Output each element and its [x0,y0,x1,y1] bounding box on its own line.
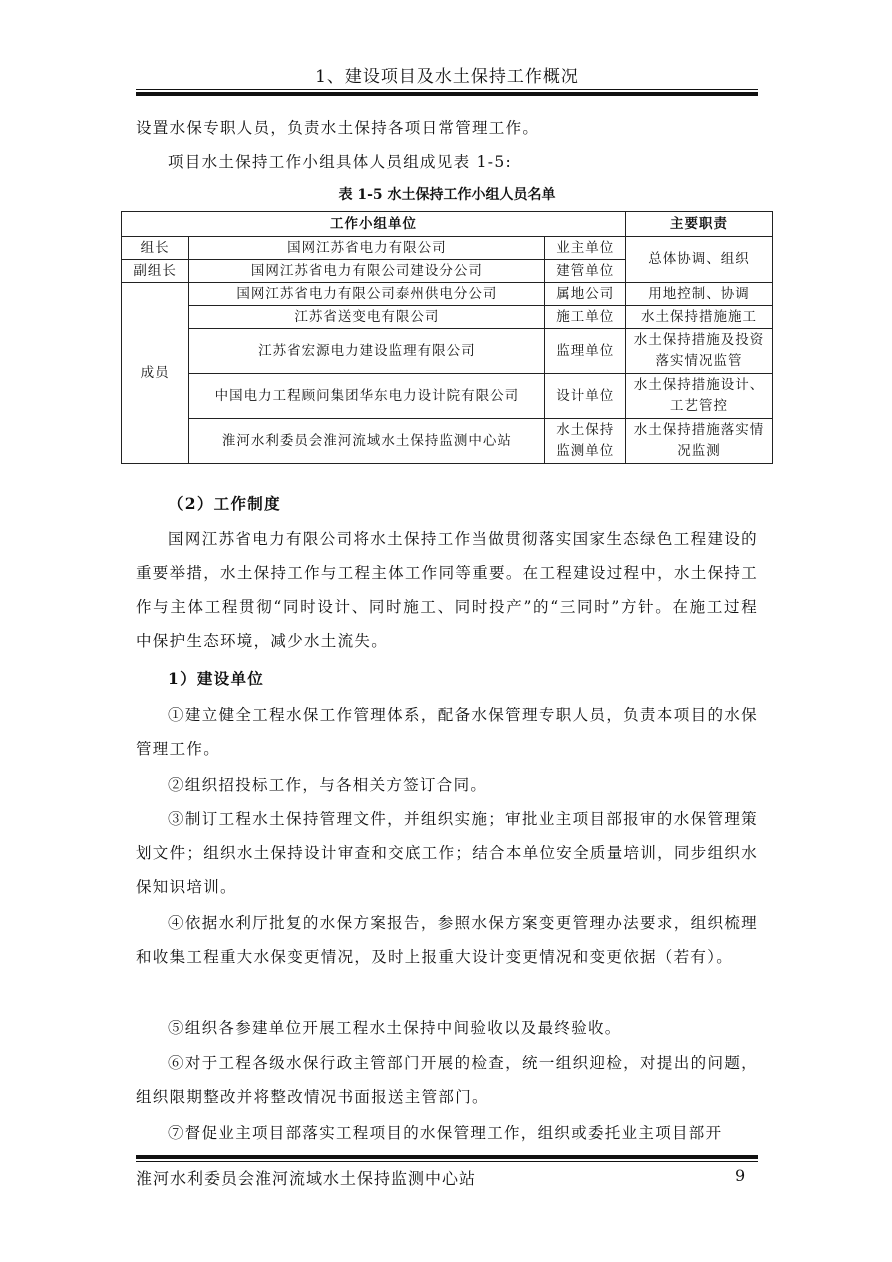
org-cell: 江苏省送变电有限公司 [189,306,545,329]
list-item: ⑥对于工程各级水保行政主管部门开展的检查，统一组织迎检，对提出的问题，组织限期整改并将整改情况书面报送主管部门。 [136,1054,758,1106]
type-cell: 施工单位 [545,306,626,329]
duty-cell: 总体协调、组织 [626,237,773,283]
type-cell: 水土保持监测单位 [545,419,626,464]
staff-table [121,211,773,464]
type-cell: 建管单位 [545,260,626,283]
intro-line-2: 项目水土保持工作小组具体人员组成见表 1-5: [168,153,513,171]
org-cell: 国网江苏省电力有限公司 [189,237,545,260]
table-row [122,419,773,464]
type-cell: 属地公司 [545,283,626,306]
org-cell: 国网江苏省电力有限公司泰州供电分公司 [189,283,545,306]
section-heading: （2）工作制度 [168,494,281,513]
header-double-rule [136,89,758,98]
footer-double-rule [136,1155,758,1164]
header-duty: 主要职责 [626,212,773,237]
table-caption: 表 1-5 水土保持工作小组人员名单 [338,187,556,203]
type-cell: 监理单位 [545,329,626,374]
duty-cell: 水土保持措施施工 [626,306,773,329]
subsection-heading: 1）建设单位 [168,669,265,688]
org-cell: 中国电力工程顾问集团华东电力设计院有限公司 [189,374,545,419]
role-cell: 组长 [122,237,189,260]
footer-organization: 淮河水利委员会淮河流域水土保持监测中心站 [136,1169,477,1188]
running-header-title: 1、建设项目及水土保持工作概况 [315,67,579,87]
intro-line-1: 设置水保专职人员，负责水土保持各项日常管理工作。 [136,119,540,137]
list-item: ④依据水利厅批复的水保方案报告，参照水保方案变更管理办法要求，组织梳理和收集工程重大水保变更情况，及时上报重大设计变更情况和变更依据（若有）。 [136,914,758,966]
role-cell: 副组长 [122,260,189,283]
table-row [122,306,773,329]
table-row [122,329,773,374]
duty-cell: 水土保持措施落实情况监测 [626,419,773,464]
list-item: ⑤组织各参建单位开展工程水土保持中间验收以及最终验收。 [168,1019,622,1037]
list-item: ⑦督促业主项目部落实工程项目的水保管理工作，组织或委托业主项目部开 [168,1124,723,1142]
org-cell: 淮河水利委员会淮河流域水土保持监测中心站 [189,419,545,464]
table-row [122,374,773,419]
table-header-row [122,212,773,237]
list-item: ②组织招投标工作，与各相关方签订合同。 [168,776,488,794]
page-number: 9 [735,1166,746,1185]
type-cell: 业主单位 [545,237,626,260]
list-item: ③制订工程水土保持管理文件，并组织实施；审批业主项目部报审的水保管理策划文件；组织水土保持设计审查和交底工作；结合本单位安全质量培训，同步组织水保知识培训。 [136,810,758,896]
role-cell: 成员 [122,283,189,464]
list-item: ①建立健全工程水保工作管理体系，配备水保管理专职人员，负责本项目的水保管理工作。 [136,706,758,758]
duty-cell: 用地控制、协调 [626,283,773,306]
header-unit: 工作小组单位 [122,212,626,237]
org-cell: 国网江苏省电力有限公司建设分公司 [189,260,545,283]
duty-cell: 水土保持措施及投资落实情况监管 [626,329,773,374]
table-row [122,237,773,260]
table-row [122,283,773,306]
org-cell: 江苏省宏源电力建设监理有限公司 [189,329,545,374]
type-cell: 设计单位 [545,374,626,419]
duty-cell: 水土保持措施设计、工艺管控 [626,374,773,419]
section-body: 国网江苏省电力有限公司将水土保持工作当做贯彻落实国家生态绿色工程建设的重要举措，水土保持工作与工程主体工作同等重要。在工程建设过程中，水土保持工作与主体工程贯彻“同时设计、同时施工、同时投产”的“三同时”方针。在施工过程中保护生态环境，减少水土流失。 [136,530,758,650]
